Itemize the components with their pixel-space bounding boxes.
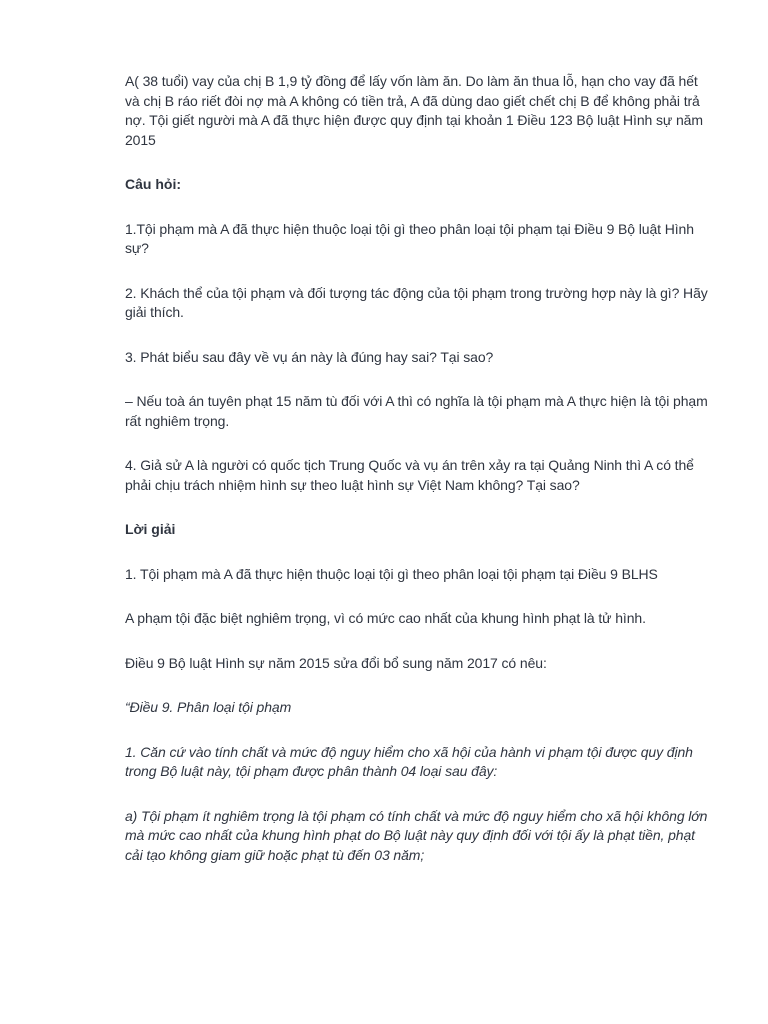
- question-4: 4. Giả sử A là người có quốc tịch Trung Quốc và vụ án trên xảy ra tại Quảng Ninh thì A có thể phải chịu trách nhiệm hình sự theo luật hình sự Việt Nam không? Tại sao?: [125, 457, 694, 493]
- question-3-statement: – Nếu toà án tuyên phạt 15 năm tù đối với A thì có nghĩa là tội phạm mà A thực hiện là tội phạm rất nghiêm trọng.: [125, 393, 708, 429]
- answer-paragraph: Điều 9 Bộ luật Hình sự năm 2015 sửa đổi bổ sung năm 2017 có nêu:: [125, 654, 547, 671]
- case-description: A( 38 tuổi) vay của chị B 1,9 tỷ đồng để lấy vốn làm ăn. Do làm ăn thua lỗ, hạn cho vay đã hết và chị B ráo riết đòi nợ mà A không có tiền trả, A đã dùng dao giết chết chị B để không phải trả nợ. Tội giết người mà A đã thực hiện được quy định tại khoản 1 Điều 123 Bộ luật Hình sự năm 2015: [125, 73, 703, 148]
- questions-heading: Câu hỏi:: [125, 176, 181, 192]
- document-body: [125, 72, 715, 890]
- quote-paragraph: 1. Căn cứ vào tính chất và mức độ nguy hiểm cho xã hội của hành vi phạm tội được quy định trong Bộ luật này, tội phạm được phân thành 04 loại sau đây:: [125, 743, 693, 779]
- answer-paragraph: A phạm tội đặc biệt nghiêm trọng, vì có mức cao nhất của khung hình phạt là tử hình.: [125, 610, 646, 626]
- question-3: 3. Phát biểu sau đây về vụ án này là đúng hay sai? Tại sao?: [125, 348, 494, 365]
- quote-paragraph: a) Tội phạm ít nghiêm trọng là tội phạm có tính chất và mức độ nguy hiểm cho xã hội không lớn mà mức cao nhất của khung hình phạt do Bộ luật này quy định đối với tội ấy là phạt tiền, phạt cải tạo không giam giữ hoặc phạt tù đến 03 năm;: [125, 807, 708, 863]
- answer-paragraph: 1. Tội phạm mà A đã thực hiện thuộc loại tội gì theo phân loại tội phạm tại Điều 9 BLHS: [125, 565, 658, 582]
- question-2: 2. Khách thể của tội phạm và đối tượng tác động của tội phạm trong trường hợp này là gì? Hãy giải thích.: [125, 284, 708, 320]
- quote-title: “Điều 9. Phân loại tội phạm: [125, 699, 292, 715]
- question-1: 1.Tội phạm mà A đã thực hiện thuộc loại tội gì theo phân loại tội phạm tại Điều 9 Bộ luật Hình sự?: [125, 220, 694, 256]
- answer-heading: Lời giải: [125, 521, 176, 537]
